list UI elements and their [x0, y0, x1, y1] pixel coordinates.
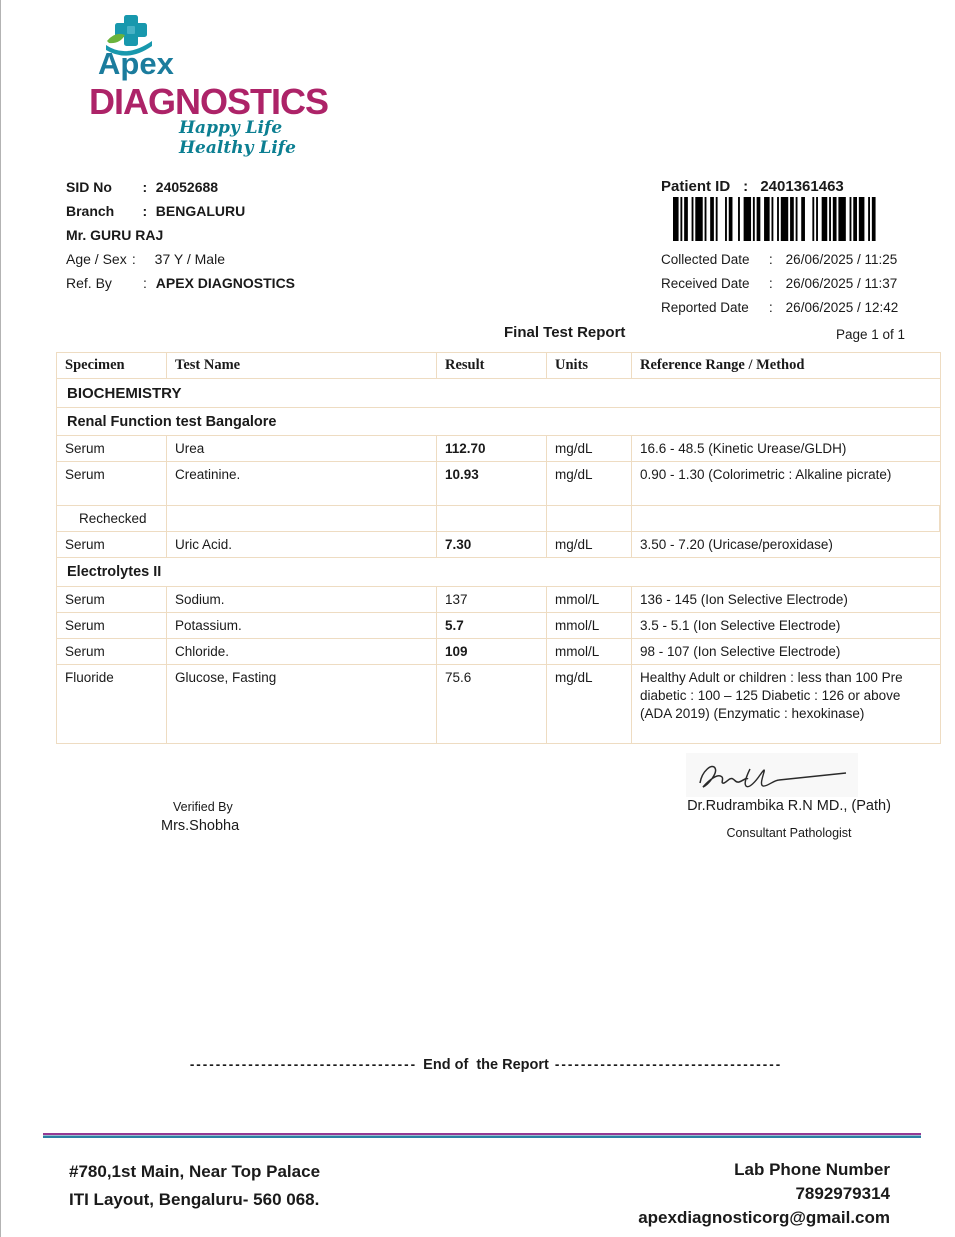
- test-name-cell: Glucose, Fasting: [167, 665, 437, 743]
- section-row: [57, 379, 940, 408]
- ref-by-value: APEX DIAGNOSTICS: [155, 275, 296, 291]
- reference-cell: 16.6 - 48.5 (Kinetic Urease/GLDH): [640, 441, 847, 456]
- specimen-cell: Fluoride: [57, 665, 167, 743]
- results-table: [56, 352, 941, 744]
- branch-label: Branch: [66, 203, 115, 219]
- table-row: [57, 639, 940, 665]
- reported-date-line: [661, 299, 898, 315]
- specimen-cell: Serum: [57, 462, 167, 505]
- col-specimen: Specimen: [57, 353, 167, 378]
- sid-line: [66, 179, 218, 195]
- result-cell: 10.93: [437, 462, 547, 505]
- specimen-cell: Serum: [57, 639, 167, 664]
- received-date-label: Received Date: [661, 276, 750, 291]
- verified-by-label: Verified By: [173, 800, 233, 814]
- units-cell: mg/dL: [547, 436, 632, 461]
- ref-by-line: [66, 275, 295, 291]
- empty-cell: [167, 506, 437, 531]
- report-title: Final Test Report: [504, 324, 626, 341]
- empty-cell: [437, 506, 547, 531]
- lab-email: apexdiagnosticorg@gmail.com: [638, 1208, 890, 1227]
- patient-name: Mr. GURU RAJ: [66, 227, 164, 243]
- test-name-cell: Sodium.: [167, 587, 437, 612]
- reference-cell: 98 - 107 (Ion Selective Electrode): [640, 644, 841, 659]
- result-cell: 137: [437, 587, 547, 612]
- result-cell: 5.7: [437, 613, 547, 638]
- test-name-cell: Uric Acid.: [167, 532, 437, 557]
- note-label: Rechecked: [57, 506, 167, 531]
- branch-line: [66, 203, 245, 219]
- end-of-report-line: [1, 1042, 955, 1088]
- ref-by-label: Ref. By: [66, 275, 112, 291]
- lab-phone-label: Lab Phone Number: [734, 1160, 890, 1179]
- section-label: Electrolytes II: [67, 564, 162, 580]
- sid-label: SID No: [66, 179, 112, 195]
- logo-subname: DIAGNOSTICS: [89, 81, 329, 122]
- test-name-cell: Creatinine.: [167, 462, 437, 505]
- leaf-icon: [107, 34, 125, 43]
- table-row: [57, 587, 940, 613]
- col-result: Result: [437, 353, 547, 378]
- test-name-cell: Chloride.: [167, 639, 437, 664]
- logo-name: Apex: [98, 46, 174, 81]
- reference-cell: 3.50 - 7.20 (Uricase/peroxidase): [640, 537, 833, 552]
- col-reference: Reference Range / Method: [640, 357, 805, 373]
- branch-value: BENGALURU: [155, 203, 246, 219]
- end-dashes-right: -----------------------------------: [554, 1057, 783, 1072]
- received-date-line: [661, 275, 897, 291]
- units-cell: mmol/L: [547, 639, 632, 664]
- colon: :: [743, 178, 749, 195]
- patient-id-line: [661, 178, 844, 195]
- table-row: [57, 462, 940, 506]
- colon: :: [142, 203, 148, 219]
- specimen-cell: Serum: [57, 436, 167, 461]
- collected-date-label: Collected Date: [661, 252, 750, 267]
- reported-date-label: Reported Date: [661, 300, 749, 315]
- lab-phone-number: 7892979314: [795, 1184, 890, 1203]
- patient-id-label: Patient ID: [661, 178, 731, 195]
- patient-id-value: 2401361463: [760, 178, 844, 195]
- table-row: [57, 436, 940, 462]
- address-line-2: ITI Layout, Bengaluru- 560 068.: [69, 1190, 320, 1209]
- footer-address: [69, 1158, 320, 1214]
- table-row: [57, 665, 940, 743]
- page-indicator: Page 1 of 1: [836, 327, 906, 342]
- received-date-value: 26/06/2025 / 11:37: [785, 276, 898, 291]
- collected-date-value: 26/06/2025 / 11:25: [785, 252, 898, 267]
- pathologist-title: Consultant Pathologist: [726, 826, 852, 840]
- section-label: BIOCHEMISTRY: [67, 385, 182, 402]
- result-cell: 7.30: [437, 532, 547, 557]
- footer-contact: [638, 1158, 890, 1230]
- note-row: [57, 506, 940, 532]
- age-sex-value: 37 Y / Male: [154, 251, 225, 267]
- age-sex-label: Age / Sex: [66, 251, 127, 267]
- units-cell: mg/dL: [547, 462, 632, 505]
- specimen-cell: Serum: [57, 587, 167, 612]
- empty-cell: [547, 506, 632, 531]
- result-cell: 112.70: [437, 436, 547, 461]
- specimen-cell: Serum: [57, 613, 167, 638]
- specimen-cell: Serum: [57, 532, 167, 557]
- reference-cell: 3.5 - 5.1 (Ion Selective Electrode): [640, 618, 841, 633]
- colon: :: [768, 299, 773, 315]
- units-cell: mmol/L: [547, 613, 632, 638]
- colon: :: [768, 251, 773, 267]
- address-line-1: #780,1st Main, Near Top Palace: [69, 1162, 321, 1181]
- footer-divider: [43, 1133, 921, 1138]
- sid-value: 24052688: [155, 179, 219, 195]
- colon: :: [131, 251, 136, 267]
- reference-cell: 136 - 145 (Ion Selective Electrode): [640, 592, 848, 607]
- empty-cell: [632, 506, 940, 531]
- units-cell: mg/dL: [547, 532, 632, 557]
- table-row: [57, 532, 940, 558]
- section-row: [57, 408, 940, 436]
- end-dashes-left: -----------------------------------: [189, 1057, 418, 1072]
- verified-by-name: Mrs.Shobha: [161, 818, 240, 834]
- end-of-report-label: End of the Report: [423, 1057, 549, 1073]
- col-test-name: Test Name: [167, 353, 437, 378]
- colon: :: [768, 275, 773, 291]
- signature-box: [686, 753, 858, 797]
- pathologist-name: Dr.Rudrambika R.N MD., (Path): [687, 798, 891, 814]
- age-sex-line: [66, 251, 225, 267]
- pathologist-signature-image: [686, 753, 858, 797]
- collected-date-line: [661, 251, 897, 267]
- result-cell: 109: [437, 639, 547, 664]
- reference-cell: 0.90 - 1.30 (Colorimetric : Alkaline picrate): [640, 467, 892, 482]
- logo-tagline: Happy Life Healthy Life: [179, 118, 296, 158]
- reference-cell: Healthy Adult or children : less than 100 Pre diabetic : 100 – 125 Diabetic : 126 or above (ADA 2019) (Enzymatic : hexokinase): [640, 670, 903, 721]
- col-units: Units: [547, 353, 632, 378]
- table-header-row: [57, 353, 940, 379]
- reported-date-value: 26/06/2025 / 12:42: [785, 300, 899, 315]
- test-name-cell: Urea: [167, 436, 437, 461]
- patient-barcode: [673, 197, 883, 241]
- units-cell: mmol/L: [547, 587, 632, 612]
- colon: :: [142, 275, 147, 291]
- section-row: [57, 558, 940, 587]
- test-name-cell: Potassium.: [167, 613, 437, 638]
- units-cell: mg/dL: [547, 665, 632, 743]
- colon: :: [142, 179, 148, 195]
- apex-diagnostics-logo: [89, 12, 339, 158]
- result-cell: 75.6: [437, 665, 547, 743]
- section-label: Renal Function test Bangalore: [67, 414, 277, 430]
- table-row: [57, 613, 940, 639]
